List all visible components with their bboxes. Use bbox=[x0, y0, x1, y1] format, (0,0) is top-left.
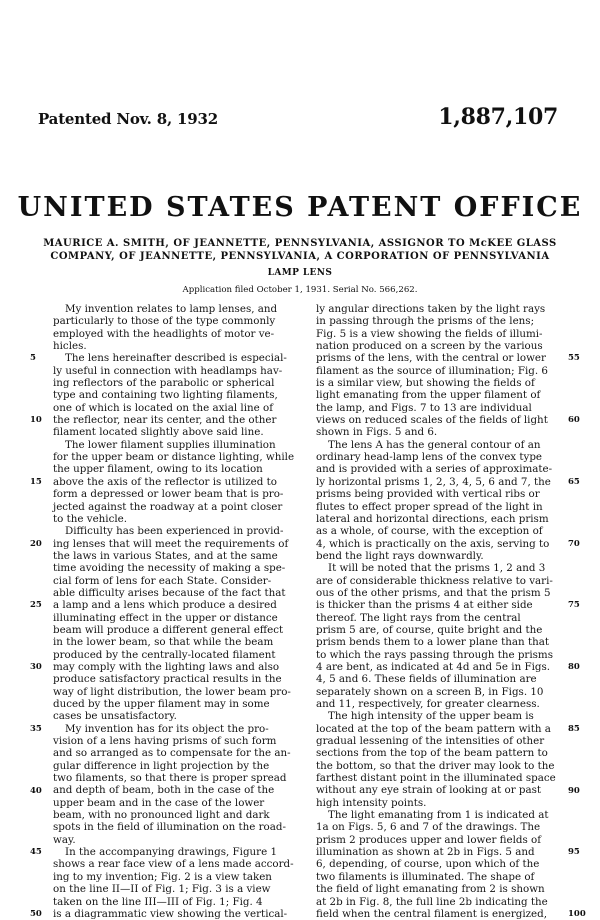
inventor-line: MAURICE A. SMITH, OF JEANNETTE, PENNSYLVANIA, ASSIGNOR TO McKEE GLASS bbox=[43, 238, 557, 249]
text-line: The lens A has the general contour of an bbox=[328, 438, 541, 451]
text-line: gradual lessening of the intensities of other bbox=[316, 735, 545, 748]
text-line: the lamp, and Figs. 7 to 13 are individual bbox=[316, 401, 532, 414]
text-line: field when the central filament is energized, bbox=[316, 907, 548, 920]
inventor-line: COMPANY, OF JEANNETTE, PENNSYLVANIA, A CORPORATION OF PENNSYLVANIA bbox=[50, 251, 550, 262]
text-line: way of light distribution, the lower beam pro- bbox=[53, 685, 291, 698]
text-line: prism 5 are, of course, quite bright and the bbox=[316, 623, 543, 636]
text-line: beam will produce a different general effect bbox=[53, 623, 284, 636]
text-line: are of considerable thickness relative to vari- bbox=[316, 574, 553, 587]
line-number: 95 bbox=[568, 847, 580, 858]
text-line: duced by the upper filament may in some bbox=[53, 698, 270, 710]
line-number: 5 bbox=[30, 353, 36, 364]
text-line: two filaments is illuminated. The shape of bbox=[316, 870, 535, 883]
patented-date: Patented Nov. 8, 1932 bbox=[38, 110, 218, 128]
invention-title: LAMP LENS bbox=[267, 268, 333, 278]
text-line: employed with the headlights of motor ve- bbox=[53, 327, 275, 340]
text-line: farthest distant point in the illuminated space bbox=[316, 772, 556, 785]
text-line: illuminating effect in the upper or distance bbox=[53, 611, 278, 624]
text-line: ing to my invention; Fig. 2 is a view taken bbox=[53, 870, 272, 883]
text-line: views on reduced scales of the fields of light bbox=[316, 414, 548, 427]
text-line: type and containing two lighting filaments, bbox=[53, 389, 278, 402]
text-line: flutes to effect proper spread of the light in bbox=[316, 500, 543, 513]
line-number: 100 bbox=[568, 909, 586, 920]
text-line: illumination as shown at 2b in Figs. 5 and bbox=[316, 846, 535, 859]
text-line: is a diagrammatic view showing the vertical- bbox=[53, 907, 288, 920]
text-line: prism 2 produces upper and lower fields of bbox=[316, 833, 542, 846]
text-line: produce satisfactory practical results in the bbox=[53, 673, 282, 686]
text-line: spots in the field of illumination on the road- bbox=[53, 821, 286, 834]
text-line: particularly to those of the type commonly bbox=[53, 315, 276, 328]
left-column bbox=[53, 303, 293, 920]
text-line: above the axis of the reflector is utilized to bbox=[53, 475, 277, 488]
text-line: without any eye strain of looking at or past bbox=[316, 784, 542, 797]
text-line: time avoiding the necessity of making a spe- bbox=[53, 562, 286, 575]
line-number: 30 bbox=[30, 662, 42, 673]
line-number: 45 bbox=[30, 847, 42, 858]
text-line: ly angular directions taken by the light rays bbox=[316, 303, 546, 315]
text-line: separately shown on a screen B, in Figs. 10 bbox=[316, 685, 544, 698]
line-number: 90 bbox=[568, 785, 580, 796]
text-line: is a similar view, but showing the fields of bbox=[316, 377, 535, 390]
text-line: prisms of the lens, with the central or lower bbox=[316, 352, 546, 365]
text-line: beam, with no pronounced light and dark bbox=[53, 809, 270, 822]
text-line: vision of a lens having prisms of such form bbox=[53, 735, 277, 748]
text-line: and is provided with a series of approximate- bbox=[316, 463, 553, 476]
text-line: the laws in various States, and at the same bbox=[53, 549, 278, 562]
text-line: shown in Figs. 5 and 6. bbox=[316, 426, 438, 439]
text-line: ing lenses that will meet the requirements of bbox=[53, 537, 289, 550]
patent-number: 1,887,107 bbox=[438, 104, 558, 130]
text-line: upper beam and in the case of the lower bbox=[53, 796, 265, 809]
text-line: high intensity points. bbox=[316, 796, 427, 809]
text-line: filament as the source of illumination; Fig. 6 bbox=[316, 364, 548, 377]
text-line: 4 are bent, as indicated at 4d and 5e in Figs. bbox=[316, 660, 551, 673]
text-line: the upper filament, owing to its location bbox=[53, 463, 263, 476]
text-line: in the lower beam, so that while the beam bbox=[53, 636, 274, 649]
text-line: cial form of lens for each State. Consider- bbox=[53, 574, 272, 587]
application-line: Application filed October 1, 1931. Serial No. 566,262. bbox=[182, 285, 418, 295]
text-line: and 11, respectively, for greater clearness. bbox=[316, 698, 540, 710]
line-number: 85 bbox=[568, 723, 580, 734]
text-line: the bottom, so that the driver may look to the bbox=[316, 759, 555, 772]
text-line: The light emanating from 1 is indicated at bbox=[328, 809, 549, 822]
text-line: It will be noted that the prisms 1, 2 and 3 bbox=[328, 562, 546, 575]
text-line: a lamp and a lens which produce a desired bbox=[53, 599, 277, 612]
text-line: ly useful in connection with headlamps hav- bbox=[53, 364, 283, 377]
text-line: light emanating from the upper filament of bbox=[316, 389, 541, 402]
text-line: as a whole, of course, with the exception of bbox=[316, 525, 543, 538]
line-number: 65 bbox=[568, 476, 580, 487]
line-number: 10 bbox=[30, 415, 42, 426]
line-number: 35 bbox=[30, 723, 42, 734]
text-line: and so arranged as to compensate for the an- bbox=[53, 747, 291, 760]
text-line: in passing through the prisms of the lens; bbox=[316, 315, 535, 328]
text-line: bend the light rays downwardly. bbox=[316, 549, 484, 562]
line-number: 15 bbox=[30, 476, 42, 487]
text-line: 4, which is practically on the axis, serving to bbox=[316, 537, 550, 550]
text-line: to which the rays passing through the prisms bbox=[316, 648, 553, 661]
text-line: 6, depending, of course, upon which of the bbox=[316, 858, 540, 871]
text-line: prism bends them to a lower plane than that bbox=[316, 636, 549, 649]
text-line: gular difference in light projection by the bbox=[53, 759, 270, 772]
text-line: for the upper beam or distance lighting, while bbox=[53, 451, 295, 464]
text-line: My invention has for its object the pro- bbox=[65, 722, 269, 735]
text-line: ing reflectors of the parabolic or spherical bbox=[53, 377, 275, 390]
text-line: The lens hereinafter described is especial- bbox=[65, 352, 287, 365]
text-line: cases be unsatisfactory. bbox=[53, 710, 177, 723]
line-number: 60 bbox=[568, 415, 580, 426]
text-line: form a depressed or lower beam that is pro- bbox=[53, 488, 284, 501]
text-line: filament located slightly above said line. bbox=[53, 426, 264, 439]
text-line: the reflector, near its center, and the other bbox=[53, 414, 277, 427]
text-line: nation produced on a screen by the various bbox=[316, 340, 543, 353]
text-line: shows a rear face view of a lens made accord- bbox=[53, 858, 294, 871]
text-line: hicles. bbox=[53, 340, 87, 353]
text-line: My invention relates to lamp lenses, and bbox=[65, 303, 278, 315]
line-number: 55 bbox=[568, 353, 580, 364]
text-line: The high intensity of the upper beam is bbox=[328, 710, 534, 723]
text-line: The lower filament supplies illumination bbox=[65, 438, 276, 451]
office-heading: UNITED STATES PATENT OFFICE bbox=[17, 192, 583, 223]
text-line: produced by the centrally-located filament bbox=[53, 648, 276, 661]
line-number: 70 bbox=[568, 538, 580, 549]
text-line: at 2b in Fig. 8, the full line 2b indicating the bbox=[316, 895, 548, 908]
text-line: 4, 5 and 6. These fields of illumination are bbox=[316, 673, 537, 686]
text-line: way. bbox=[53, 833, 76, 846]
line-number: 75 bbox=[568, 600, 580, 611]
inventor-block bbox=[30, 237, 570, 263]
text-line: may comply with the lighting laws and also bbox=[53, 660, 280, 673]
text-line: Fig. 5 is a view showing the fields of illumi- bbox=[316, 327, 543, 340]
line-number: 40 bbox=[30, 785, 42, 796]
text-line: ly horizontal prisms 1, 2, 3, 4, 5, 6 and 7, the bbox=[316, 475, 551, 488]
text-line: ous of the other prisms, and that the prism 5 bbox=[316, 586, 551, 599]
text-line: ordinary head-lamp lens of the convex type bbox=[316, 451, 543, 464]
text-line: Difficulty has been experienced in provid- bbox=[65, 525, 284, 538]
text-line: one of which is located on the axial line of bbox=[53, 401, 274, 414]
text-line: is thicker than the prisms 4 at either side bbox=[316, 599, 533, 612]
line-number: 20 bbox=[30, 538, 42, 549]
text-line: In the accompanying drawings, Figure 1 bbox=[65, 846, 278, 859]
line-number: 25 bbox=[30, 600, 42, 611]
text-line: thereof. The light rays from the central bbox=[316, 611, 521, 624]
right-column bbox=[316, 303, 556, 920]
text-line: able difficulty arises because of the fact that bbox=[53, 586, 286, 599]
text-line: sections from the top of the beam pattern to bbox=[316, 747, 548, 760]
line-number: 80 bbox=[568, 662, 580, 673]
text-line: 1a on Figs. 5, 6 and 7 of the drawings. The bbox=[316, 821, 541, 834]
text-line: jected against the roadway at a point closer bbox=[53, 500, 283, 513]
text-line: prisms being provided with vertical ribs or bbox=[316, 488, 540, 501]
text-line: to the vehicle. bbox=[53, 512, 128, 525]
line-number: 50 bbox=[30, 909, 42, 920]
text-line: the field of light emanating from 2 is shown bbox=[316, 883, 545, 896]
text-line: on the line II—II of Fig. 1; Fig. 3 is a view bbox=[53, 883, 271, 896]
text-line: and depth of beam, both in the case of the bbox=[53, 784, 275, 797]
text-line: two filaments, so that there is proper spread bbox=[53, 772, 287, 785]
text-line: taken on the line III—III of Fig. 1; Fig. 4 bbox=[53, 895, 263, 908]
text-line: lateral and horizontal directions, each prism bbox=[316, 512, 549, 525]
text-line: located at the top of the beam pattern with a bbox=[316, 722, 551, 735]
